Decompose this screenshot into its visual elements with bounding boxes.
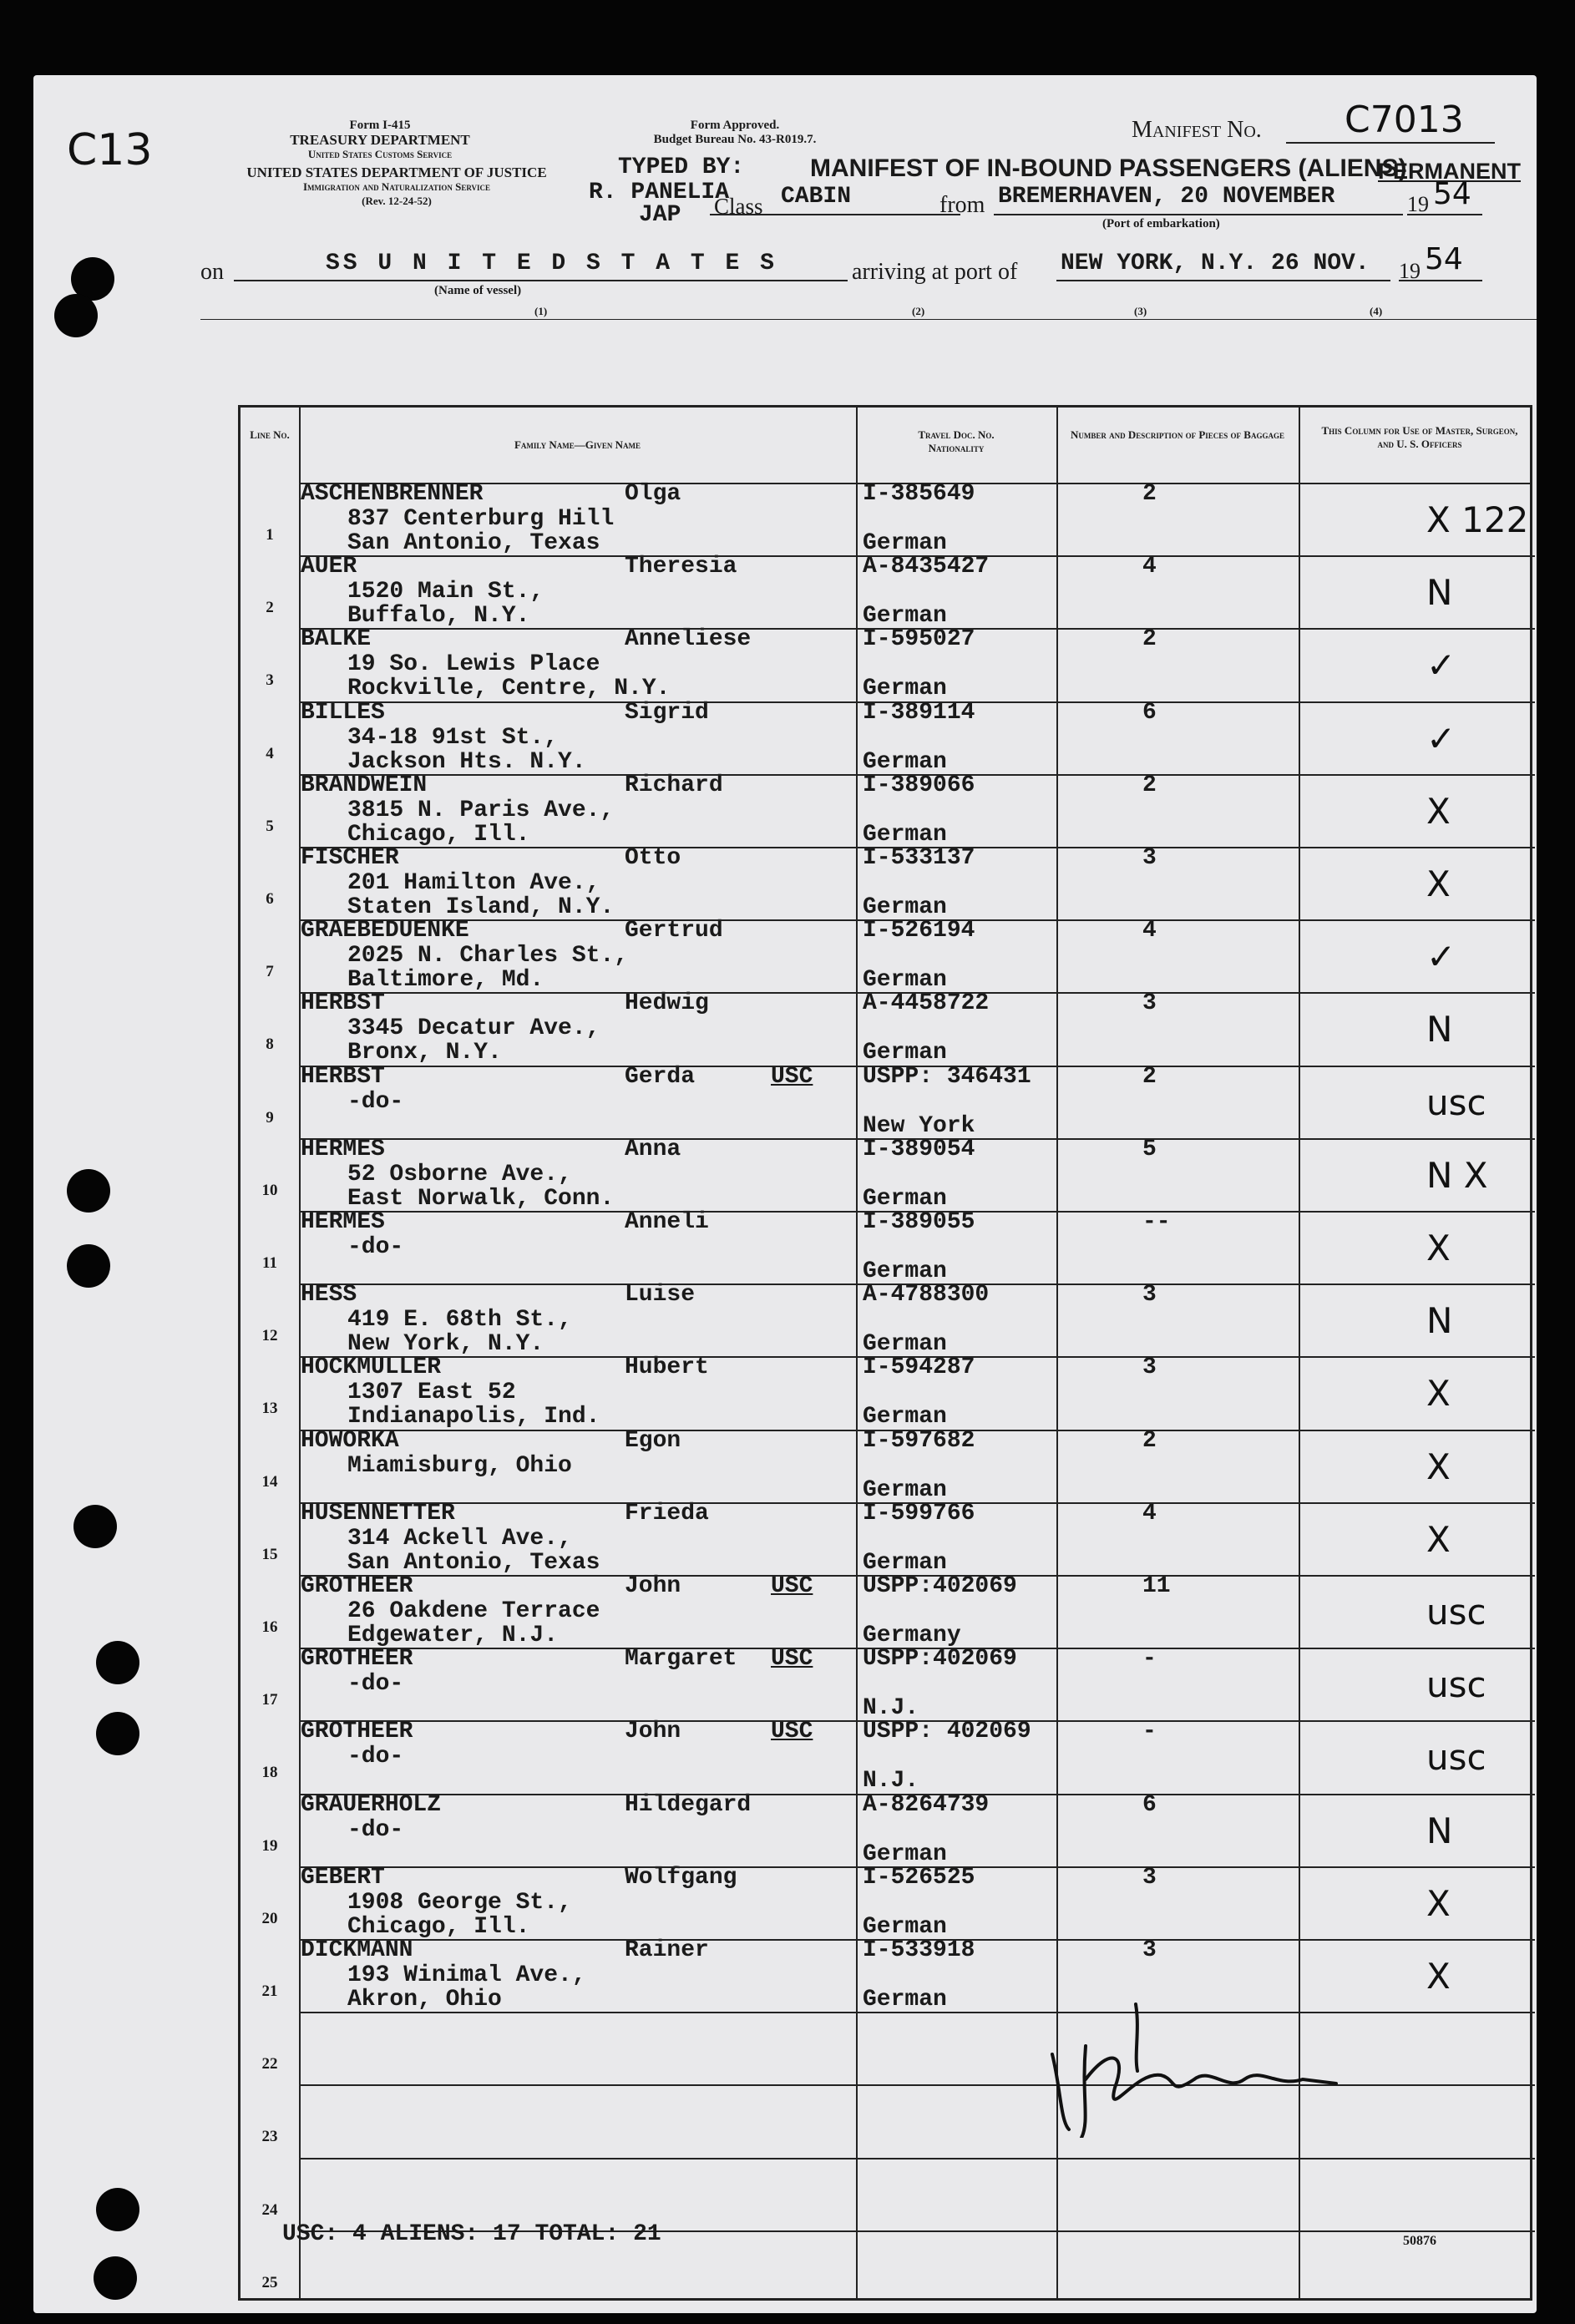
row-divider <box>299 1794 1535 1795</box>
given-name: Hildegard <box>625 1791 752 1818</box>
officer-mark: X <box>1426 1882 1451 1924</box>
officer-mark: X <box>1426 1228 1451 1268</box>
footer-code: 50876 <box>1403 2234 1436 2248</box>
row-divider <box>299 628 1535 630</box>
table-row <box>241 847 1535 919</box>
form-customs: United States Customs Service <box>307 148 453 160</box>
given-name: Egon <box>625 1427 681 1454</box>
table-row <box>241 1648 1535 1720</box>
line-number: 4 <box>266 744 274 762</box>
address-line-2: Chicago, Ill. <box>347 1913 530 1940</box>
row-divider <box>299 701 1535 703</box>
punch-hole <box>94 2256 137 2300</box>
baggage-count: 6 <box>1142 699 1157 726</box>
travel-doc-number: USPP:402069 <box>863 1646 1017 1673</box>
baggage-count: 3 <box>1142 1937 1157 1963</box>
officer-mark: X <box>1426 863 1451 904</box>
officer-mark: usc <box>1426 1592 1486 1633</box>
typed-by-initials: JAP <box>639 202 681 228</box>
row-divider <box>299 1066 1535 1067</box>
nationality: New York <box>863 1112 975 1139</box>
row-divider <box>299 1430 1535 1431</box>
baggage-count: 3 <box>1142 845 1157 871</box>
table-row <box>241 1284 1535 1356</box>
usc-flag: USC <box>771 1063 813 1090</box>
address-line-1: 1520 Main St., <box>347 579 544 605</box>
row-divider <box>299 992 1535 994</box>
line-number: 25 <box>261 2273 278 2291</box>
address-line-1: -do- <box>347 1744 404 1770</box>
family-name: GEBERT <box>301 1864 385 1891</box>
officer-mark: N <box>1426 1300 1453 1342</box>
baggage-count: 5 <box>1142 1136 1157 1162</box>
address-line-1: -do- <box>347 1816 404 1843</box>
header-line-no: Line No. <box>250 428 290 441</box>
baggage-count: - <box>1142 1719 1157 1745</box>
address-line-1: 26 Oakdene Terrace <box>347 1598 600 1624</box>
form-dept: TREASURY DEPARTMENT <box>290 132 470 148</box>
baggage-count: 2 <box>1142 1063 1157 1090</box>
table-row <box>241 992 1535 1065</box>
col-number-4: (4) <box>1370 305 1383 317</box>
address-line-2: Jackson Hts. N.Y. <box>347 748 586 775</box>
officer-mark: ✓ <box>1426 645 1456 686</box>
table-row <box>241 628 1535 701</box>
nationality: German <box>863 1549 947 1576</box>
travel-doc-number: I-385649 <box>863 481 975 507</box>
nationality: German <box>863 1185 947 1212</box>
travel-doc-number: I-599766 <box>863 1500 975 1527</box>
nationality: German <box>863 1331 947 1358</box>
given-name: Olga <box>625 481 681 507</box>
travel-doc-number: A-8435427 <box>863 554 990 580</box>
given-name: Margaret <box>625 1646 737 1673</box>
family-name: HUSENNETTER <box>301 1500 455 1527</box>
arrival-port: NEW YORK, N.Y. 26 NOV. <box>1061 251 1370 276</box>
form-budget: Budget Bureau No. 43-R019.7. <box>653 133 817 146</box>
punch-hole <box>96 1641 139 1684</box>
form-block <box>267 119 493 161</box>
baggage-count: - <box>1142 1646 1157 1673</box>
table-row <box>241 774 1535 847</box>
line-number: 24 <box>261 2200 278 2219</box>
class-label: Class <box>714 194 763 219</box>
form-rev: (Rev. 12-24-52) <box>362 195 432 207</box>
travel-doc-number: USPP: 402069 <box>863 1719 1031 1745</box>
family-name: GROTHEER <box>301 1573 413 1599</box>
nationality: German <box>863 1840 947 1867</box>
address-line-1: 419 E. 68th St., <box>347 1307 572 1334</box>
table-row <box>241 555 1535 628</box>
address-line-2: Staten Island, N.Y. <box>347 894 615 920</box>
row-divider <box>299 1648 1535 1649</box>
line-number: 17 <box>261 1691 278 1709</box>
line-number: 8 <box>266 1035 274 1054</box>
officer-mark: X <box>1426 1373 1451 1415</box>
row-divider <box>299 1502 1535 1504</box>
address-line-2: East Norwalk, Conn. <box>347 1185 615 1212</box>
travel-doc-number: USPP:402069 <box>863 1573 1017 1599</box>
line-number: 5 <box>266 817 274 835</box>
row-divider <box>299 1939 1535 1941</box>
nationality: German <box>863 894 947 920</box>
baggage-count: 3 <box>1142 1864 1157 1891</box>
line-number: 19 <box>261 1836 278 1855</box>
address-line-1: 2025 N. Charles St., <box>347 943 629 970</box>
embark-year-suffix: 54 <box>1433 177 1471 211</box>
given-name: Sigrid <box>625 699 709 726</box>
travel-doc-number: A-8264739 <box>863 1791 990 1818</box>
travel-doc-number: I-389066 <box>863 772 975 798</box>
from-label: from <box>939 192 985 218</box>
address-line-2: Baltimore, Md. <box>347 967 544 994</box>
table-row <box>241 483 1535 555</box>
family-name: HERBST <box>301 990 385 1017</box>
address-line-1: 837 Centerburg Hill <box>347 506 615 532</box>
table-row <box>241 1720 1535 1793</box>
travel-doc-number: I-597682 <box>863 1427 975 1454</box>
address-line-1: 314 Ackell Ave., <box>347 1525 572 1552</box>
punch-hole <box>96 2188 139 2231</box>
officer-mark: N <box>1426 1810 1453 1851</box>
typed-by-name: R. PANELIA <box>589 180 730 205</box>
table-row <box>241 1211 1535 1284</box>
given-name: Hubert <box>625 1354 709 1381</box>
table-row <box>241 1063 1535 1139</box>
family-name: BALKE <box>301 626 372 653</box>
officer-mark: N <box>1426 572 1453 614</box>
officer-signature <box>1036 1996 1353 2138</box>
line-number: 15 <box>261 1545 278 1563</box>
family-name: GRAUERHOLZ <box>301 1791 442 1818</box>
address-line-1: -do- <box>347 1088 404 1115</box>
line-number: 16 <box>261 1618 278 1636</box>
given-name: Rainer <box>625 1937 709 1963</box>
nationality: German <box>863 821 947 848</box>
table-row <box>241 1502 1535 1575</box>
line-number: 7 <box>266 963 274 981</box>
form-number: Form I-415 <box>349 119 411 132</box>
travel-doc-number: I-533137 <box>863 845 975 871</box>
address-line-2: Indianapolis, Ind. <box>347 1404 600 1430</box>
row-divider <box>299 1211 1535 1213</box>
table-row <box>241 1356 1535 1429</box>
travel-doc-number: A-4458722 <box>863 990 990 1017</box>
row-divider <box>299 1720 1535 1722</box>
totals-summary: USC: 4 ALIENS: 17 TOTAL: 21 <box>282 2221 661 2247</box>
approval-block <box>610 119 860 147</box>
usc-flag: USC <box>771 1573 813 1599</box>
travel-doc-number: I-389054 <box>863 1136 975 1162</box>
family-name: BILLES <box>301 699 385 726</box>
given-name: John <box>625 1573 681 1599</box>
table-row <box>241 1138 1535 1211</box>
officer-mark: usc <box>1426 1737 1486 1779</box>
form-justice: UNITED STATES DEPARTMENT OF JUSTICE <box>246 165 547 180</box>
baggage-count: 4 <box>1142 1500 1157 1527</box>
family-name: HERBST <box>301 1063 385 1090</box>
line-number: 3 <box>266 671 274 690</box>
permanent-label: PERMANENT <box>1378 159 1522 184</box>
nationality: German <box>863 1476 947 1503</box>
usc-flag: USC <box>771 1719 813 1745</box>
baggage-count: 3 <box>1142 990 1157 1017</box>
header-travel-doc: Travel Doc. No. Nationality <box>918 428 995 454</box>
family-name: HESS <box>301 1282 357 1309</box>
address-line-1: 1307 East 52 <box>347 1380 516 1406</box>
officer-mark: ✓ <box>1426 717 1456 759</box>
nationality: N.J. <box>863 1695 919 1722</box>
embark-year-prefix: 19 <box>1407 192 1429 216</box>
baggage-count: 2 <box>1142 481 1157 507</box>
line-number: 14 <box>261 1472 278 1491</box>
form-approved: Form Approved. <box>690 119 780 132</box>
family-name: HOCKMULLER <box>301 1354 442 1381</box>
travel-doc-number: I-594287 <box>863 1354 975 1381</box>
row-divider <box>299 1866 1535 1868</box>
address-line-1: 52 Osborne Ave., <box>347 1161 572 1187</box>
officer-mark: X 122 <box>1426 499 1529 540</box>
address-line-1: 201 Hamilton Ave., <box>347 870 600 896</box>
baggage-count: 6 <box>1142 1791 1157 1818</box>
vessel-caption: (Name of vessel) <box>434 284 522 297</box>
nationality: German <box>863 603 947 630</box>
given-name: Anna <box>625 1136 681 1162</box>
col-number-1: (1) <box>534 305 548 317</box>
baggage-count: 11 <box>1142 1573 1171 1599</box>
line-number: 12 <box>261 1327 278 1345</box>
given-name: John <box>625 1719 681 1745</box>
arrival-year-suffix: 54 <box>1425 242 1463 276</box>
travel-doc-number: I-389114 <box>863 699 975 726</box>
officer-mark: ✓ <box>1426 936 1456 978</box>
on-label: on <box>200 259 224 285</box>
family-name: FISCHER <box>301 845 399 871</box>
manifest-no-value: C7013 <box>1345 99 1464 141</box>
row-divider <box>299 1356 1535 1358</box>
family-name: BRANDWEIN <box>301 772 428 798</box>
nationality: German <box>863 1913 947 1940</box>
given-name: Anneliese <box>625 626 752 653</box>
officer-mark: X <box>1426 1518 1451 1560</box>
given-name: Anneli <box>625 1209 709 1235</box>
table-row <box>241 1427 1535 1503</box>
nationality: German <box>863 748 947 775</box>
given-name: Frieda <box>625 1500 709 1527</box>
address-line-1: Miamisburg, Ohio <box>347 1452 572 1479</box>
travel-doc-number: USPP: 346431 <box>863 1063 1031 1090</box>
officer-mark: usc <box>1426 1664 1486 1706</box>
header-baggage: Number and Description of Pieces of Baggage <box>1071 428 1284 441</box>
address-line-2: Edgewater, N.J. <box>347 1623 559 1648</box>
row-divider <box>299 1284 1535 1285</box>
address-line-2: Akron, Ohio <box>347 1987 502 2013</box>
address-line-1: 3345 Decatur Ave., <box>347 1015 600 1042</box>
address-line-1: 34-18 91st St., <box>347 724 559 751</box>
table-row <box>241 1575 1535 1648</box>
header-name: Family Name—Given Name <box>514 438 641 451</box>
given-name: Gerda <box>625 1063 696 1090</box>
address-line-2: Chicago, Ill. <box>347 821 530 848</box>
corner-mark: C13 <box>67 125 153 175</box>
family-name: GROTHEER <box>301 1719 413 1745</box>
given-name: Hedwig <box>625 990 709 1017</box>
embark-caption: (Port of embarkation) <box>1102 217 1220 230</box>
justice-block <box>200 165 593 208</box>
officer-mark: N X <box>1426 1154 1488 1196</box>
baggage-count: 3 <box>1142 1354 1157 1381</box>
nationality: German <box>863 1258 947 1284</box>
punch-hole <box>67 1169 110 1213</box>
nationality: Germany <box>863 1623 961 1648</box>
officer-mark: X <box>1426 1446 1451 1487</box>
nationality: German <box>863 1040 947 1066</box>
table-row <box>241 2158 1535 2230</box>
class-value: CABIN <box>781 184 852 210</box>
given-name: Richard <box>625 772 723 798</box>
nationality: German <box>863 676 947 702</box>
baggage-count: 4 <box>1142 554 1157 580</box>
family-name: GROTHEER <box>301 1646 413 1673</box>
address-line-1: -do- <box>347 1671 404 1698</box>
col-number-3: (3) <box>1134 305 1147 317</box>
punch-hole <box>73 1505 117 1548</box>
baggage-count: 4 <box>1142 918 1157 944</box>
embark-port: BREMERHAVEN, 20 NOVEMBER <box>998 184 1335 210</box>
row-divider <box>299 1138 1535 1140</box>
travel-doc-number: I-595027 <box>863 626 975 653</box>
address-line-2: Buffalo, N.Y. <box>347 603 530 630</box>
address-line-1: 1908 George St., <box>347 1889 572 1916</box>
baggage-count: 2 <box>1142 1427 1157 1454</box>
travel-doc-number: I-526525 <box>863 1864 975 1891</box>
row-divider <box>299 555 1535 557</box>
table-row <box>241 1791 1535 1867</box>
row-divider <box>299 919 1535 921</box>
officer-mark: N <box>1426 1009 1453 1051</box>
given-name: Luise <box>625 1282 696 1309</box>
punch-hole <box>96 1712 139 1755</box>
line-number: 22 <box>261 2055 278 2073</box>
family-name: AUER <box>301 554 357 580</box>
family-name: ASCHENBRENNER <box>301 481 484 507</box>
vessel-name: SS U N I T E D S T A T E S <box>326 251 777 276</box>
line-number: 10 <box>261 1181 278 1199</box>
address-line-1: 193 Winimal Ave., <box>347 1962 586 1988</box>
arrival-year-prefix: 19 <box>1399 259 1421 283</box>
row-divider <box>299 2158 1535 2159</box>
usc-flag: USC <box>771 1646 813 1673</box>
form-ins: Immigration and Naturalization Service <box>302 180 491 193</box>
table-row <box>241 919 1535 992</box>
manifest-title: MANIFEST OF IN-BOUND PASSENGERS (ALIENS) <box>810 154 1407 182</box>
line-number: 23 <box>261 2128 278 2146</box>
punch-hole <box>67 1244 110 1288</box>
line-number: 20 <box>261 1909 278 1927</box>
given-name: Theresia <box>625 554 737 580</box>
nationality: German <box>863 1404 947 1430</box>
travel-doc-number: I-389055 <box>863 1209 975 1235</box>
officer-mark: X <box>1426 1956 1451 1997</box>
line-number: 9 <box>266 1108 274 1127</box>
given-name: Gertrud <box>625 918 723 944</box>
baggage-count: 2 <box>1142 626 1157 653</box>
line-number: 18 <box>261 1764 278 1782</box>
given-name: Otto <box>625 845 681 871</box>
line-number: 13 <box>261 1400 278 1418</box>
header-officers: This Column for Use of Master, Surgeon, and U. S. Officers <box>1321 424 1518 450</box>
table-row <box>241 1866 1535 1939</box>
travel-doc-number: I-526194 <box>863 918 975 944</box>
baggage-count: 3 <box>1142 1282 1157 1309</box>
line-number: 6 <box>266 890 274 908</box>
line-number: 2 <box>266 599 274 617</box>
address-line-1: 3815 N. Paris Ave., <box>347 797 615 823</box>
family-name: HERMES <box>301 1209 385 1235</box>
nationality: German <box>863 967 947 994</box>
nationality: German <box>863 530 947 556</box>
family-name: GRAEBEDUENKE <box>301 918 469 944</box>
address-line-1: 19 So. Lewis Place <box>347 651 600 678</box>
address-line-1: -do- <box>347 1234 404 1260</box>
officer-mark: X <box>1426 790 1451 832</box>
baggage-count: 2 <box>1142 772 1157 798</box>
table-row <box>241 701 1535 774</box>
typed-by-label: TYPED BY: <box>618 154 745 180</box>
line-number: 21 <box>261 1982 278 2000</box>
arriving-label: arriving at port of <box>852 259 1018 285</box>
family-name: HERMES <box>301 1136 385 1162</box>
address-line-2: Rockville, Centre, N.Y. <box>347 676 671 702</box>
address-line-2: New York, N.Y. <box>347 1331 544 1358</box>
manifest-page <box>33 75 1537 2313</box>
nationality: N.J. <box>863 1768 919 1795</box>
punch-hole <box>54 294 98 337</box>
line-number: 1 <box>266 526 274 544</box>
given-name: Wolfgang <box>625 1864 737 1891</box>
family-name: HOWORKA <box>301 1427 399 1454</box>
col-number-2: (2) <box>912 305 925 317</box>
nationality: German <box>863 1987 947 2013</box>
address-line-2: San Antonio, Texas <box>347 1549 600 1576</box>
address-line-2: San Antonio, Texas <box>347 530 600 556</box>
family-name: DICKMANN <box>301 1937 413 1963</box>
travel-doc-number: I-533918 <box>863 1937 975 1963</box>
travel-doc-number: A-4788300 <box>863 1282 990 1309</box>
row-divider <box>299 774 1535 776</box>
row-divider <box>299 847 1535 848</box>
manifest-no-label: Manifest No. <box>1132 117 1262 143</box>
address-line-2: Bronx, N.Y. <box>347 1040 502 1066</box>
baggage-count: -- <box>1142 1209 1171 1235</box>
row-divider <box>299 1575 1535 1577</box>
line-number: 11 <box>262 1254 277 1272</box>
officer-mark: usc <box>1426 1081 1486 1123</box>
